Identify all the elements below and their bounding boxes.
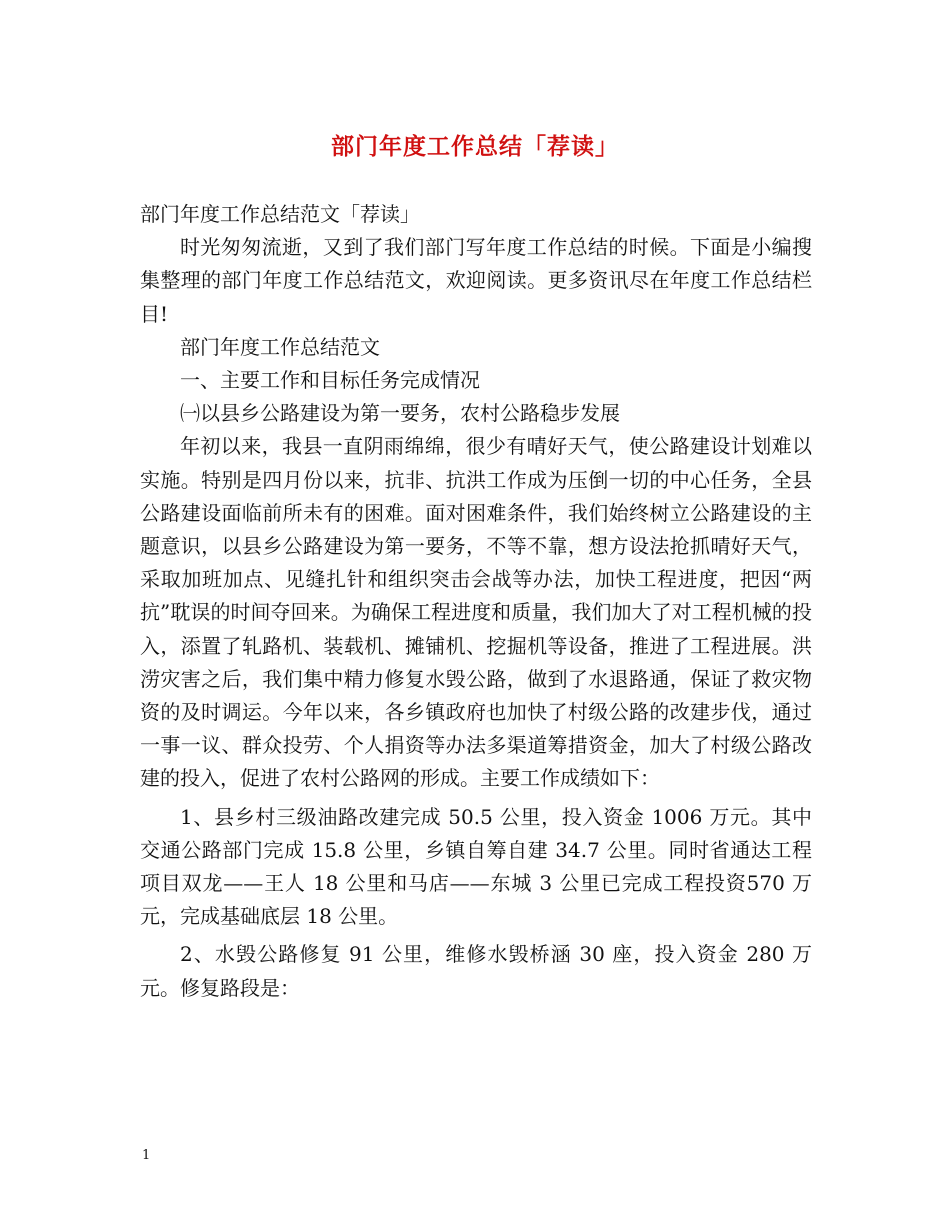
- body-paragraph: 年初以来，我县一直阴雨绵绵，很少有晴好天气，使公路建设计划难以实施。特别是四月份以来，抗非、抗洪工作成为压倒一切的中心任务，全县公路建设面临前所未有的困难。面对困难条件，我们始终树立公路建设的主题意识，以县乡公路建设为第一要务，不等不靠，想方设法抢抓晴好天气，采取加班加点、见缝扎针和组织突击会战等办法，加快工程进度，把因“两抗”耽误的时间夺回来。为确保工程进度和质量，我们加大了对工程机械的投入，添置了轧路机、装载机、摊铺机、挖掘机等设备，推进了工程进展。洪涝灾害之后，我们集中精力修复水毁公路，做到了水退路通，保证了救灾物资的及时调运。今年以来，各乡镇政府也加快了村级公路的改建步伐，通过一事一议、群众投劳、个人捐资等办法多渠道筹措资金，加大了村级公路改建的投入，促进了农村公路网的形成。主要工作成绩如下：: [140, 434, 812, 791]
- section-heading: 部门年度工作总结范文: [180, 334, 380, 359]
- list-item-1: 1、县乡村三级油路改建完成 50.5 公里，投入资金 1006 万元。其中交通公路部门完成 15.8 公里，乡镇自筹自建 34.7 公里。同时省通达工程项目双龙——王人 18 公里和马店——东城 3 公里已完成工程投资570 万元，完成基础底层 18 公里。: [140, 804, 812, 929]
- document-body: [140, 198, 812, 1005]
- list-item-2: 2、水毁公路修复 91 公里，维修水毁桥涵 30 座，投入资金 280 万元。修复路段是：: [140, 942, 812, 1000]
- document-title: 部门年度工作总结「荐读」: [331, 133, 619, 160]
- intro-paragraph: 时光匆匆流逝，又到了我们部门写年度工作总结的时候。下面是小编搜集整理的部门年度工作总结范文，欢迎阅读。更多资讯尽在年度工作总结栏目!: [140, 235, 812, 326]
- page-number: 1: [142, 1148, 151, 1163]
- subsection-heading: ㈠以县乡公路建设为第一要务，农村公路稳步发展: [180, 401, 620, 426]
- subtitle-line: 部门年度工作总结范文「荐读」: [140, 202, 420, 226]
- section-heading-main-work: 一、主要工作和目标任务完成情况: [180, 368, 480, 393]
